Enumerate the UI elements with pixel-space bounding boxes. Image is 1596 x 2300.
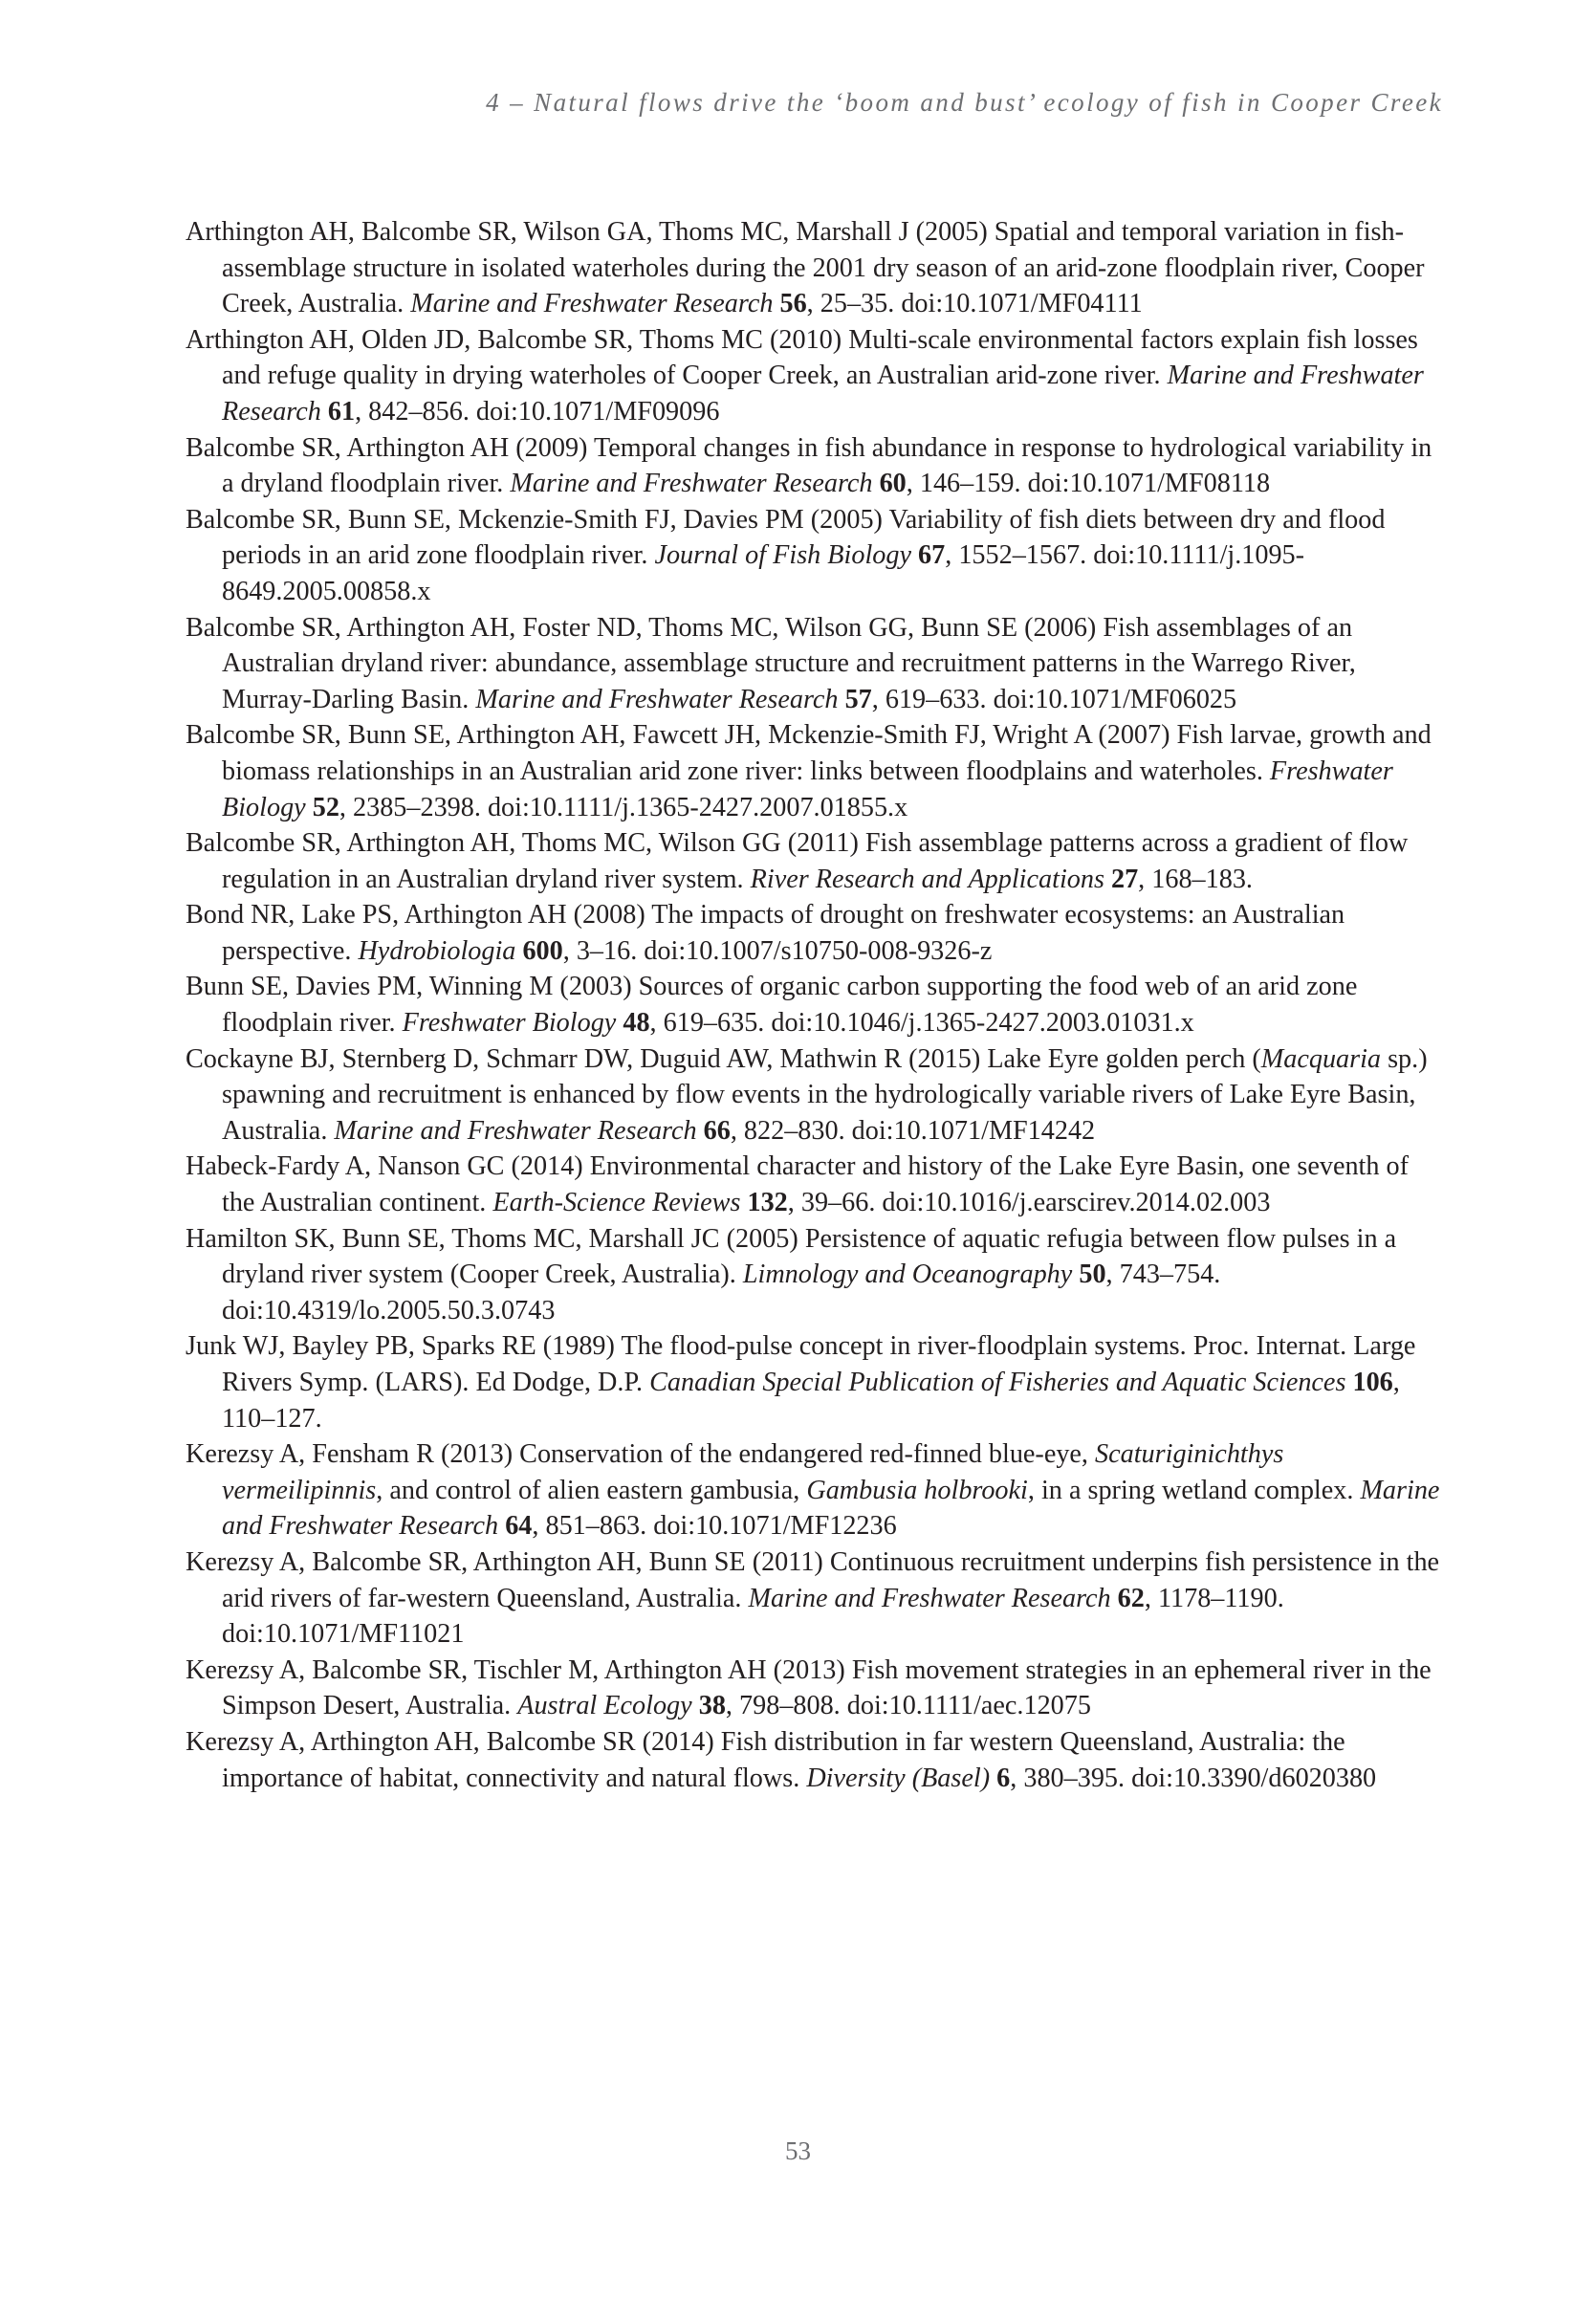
reference-entry: Kerezsy A, Balcombe SR, Arthington AH, Bunn SE (2011) Continuous recruitment underpins fish persistence in the arid rivers of far-western Queensland, Australia. Marine and Freshwater Research 62, 1178–1190. doi:10.1071/MF11021 [186, 1546, 1440, 1650]
reference-entry: Junk WJ, Bayley PB, Sparks RE (1989) The flood-pulse concept in river-floodplain systems. Proc. Internat. Large Rivers Symp. (LARS). Ed Dodge, D.P. Canadian Special Publication of Fisheries and Aquatic Sciences 106, 110–127. [186, 1331, 1416, 1434]
reference-entry: Arthington AH, Balcombe SR, Wilson GA, Thoms MC, Marshall J (2005) Spatial and temporal variation in fish-assemblage structure in isolated waterholes during the 2001 dry season of an arid-zone floodplain river, Cooper Creek, Australia. Marine and Freshwater Research 56, 25–35. doi:10.1071/MF04111 [186, 217, 1425, 319]
reference-entry: Arthington AH, Olden JD, Balcombe SR, Thoms MC (2010) Multi-scale environmental factors explain fish losses and refuge quality in drying waterholes of Cooper Creek, an Australian arid-zone river. Marine and Freshwater Research 61, 842–856. doi:10.1071/MF09096 [186, 324, 1424, 427]
reference-entry: Kerezsy A, Fensham R (2013) Conservation of the endangered red-finned blue-eye, Scaturiginichthys vermeilipinnis, and control of alien eastern gambusia, Gambusia holbrooki, in a spring wetland complex. Marine and Freshwater Research 64, 851–863. doi:10.1071/MF12236 [186, 1439, 1440, 1542]
running-header: 4 – Natural flows drive the ‘boom and bust’ ecology of fish in Cooper Creek [486, 88, 1443, 117]
reference-entry: Bond NR, Lake PS, Arthington AH (2008) The impacts of drought on freshwater ecosystems: an Australian perspective. Hydrobiologia 600, 3–16. doi:10.1007/s10750-008-9326-z [186, 900, 1345, 966]
reference-entry: Balcombe SR, Arthington AH, Thoms MC, Wilson GG (2011) Fish assemblage patterns across a gradient of flow regulation in an Australian dryland river system. River Research and Applications 27, 168–183. [186, 828, 1409, 894]
reference-entry: Balcombe SR, Arthington AH (2009) Temporal changes in fish abundance in response to hydrological variability in a dryland floodplain river. Marine and Freshwater Research 60, 146–159. doi:10.1071/MF08118 [186, 432, 1432, 499]
page-number: 53 [785, 2136, 811, 2165]
reference-entry: Habeck-Fardy A, Nanson GC (2014) Environmental character and history of the Lake Eyre Basin, one seventh of the Australian continent. Earth-Science Reviews 132, 39–66. doi:10.1016/j.earscirev.2014.02.003 [186, 1151, 1410, 1218]
reference-entry: Bunn SE, Davies PM, Winning M (2003) Sources of organic carbon supporting the food web of an arid zone floodplain river. Freshwater Biology 48, 619–635. doi:10.1046/j.1365-2427.2003.01031.x [186, 972, 1358, 1039]
reference-entry: Kerezsy A, Arthington AH, Balcombe SR (2014) Fish distribution in far western Queensland, Australia: the importance of habitat, connectivity and natural flows. Diversity (Basel) 6, 380–395. doi:10.3390/d6020380 [186, 1726, 1377, 1793]
reference-entry: Balcombe SR, Arthington AH, Foster ND, Thoms MC, Wilson GG, Bunn SE (2006) Fish assemblages of an Australian dryland river: abundance, assemblage structure and recruitment patterns in the Warrego River, Murray-Darling Basin. Marine and Freshwater Research 57, 619–633. doi:10.1071/MF06025 [186, 612, 1356, 714]
reference-entry: Cockayne BJ, Sternberg D, Schmarr DW, Duguid AW, Mathwin R (2015) Lake Eyre golden perch (Macquaria sp.) spawning and recruitment is enhanced by flow events in the hydrologically variable rivers of Lake Eyre Basin, Australia. Marine and Freshwater Research 66, 822–830. doi:10.1071/MF14242 [186, 1043, 1428, 1146]
reference-list [186, 214, 1440, 1796]
reference-entry: Kerezsy A, Balcombe SR, Tischler M, Arthington AH (2013) Fish movement strategies in an ephemeral river in the Simpson Desert, Australia. Austral Ecology 38, 798–808. doi:10.1111/aec.12075 [186, 1654, 1432, 1721]
reference-entry: Balcombe SR, Bunn SE, Mckenzie-Smith FJ, Davies PM (2005) Variability of fish diets between dry and flood periods in an arid zone floodplain river. Journal of Fish Biology 67, 1552–1567. doi:10.1111/j.1095-8649.2005.00858.x [186, 504, 1386, 606]
reference-entry: Hamilton SK, Bunn SE, Thoms MC, Marshall JC (2005) Persistence of aquatic refugia between flow pulses in a dryland river system (Cooper Creek, Australia). Limnology and Oceanography 50, 743–754. doi:10.4319/lo.2005.50.3.0743 [186, 1223, 1397, 1325]
reference-entry: Balcombe SR, Bunn SE, Arthington AH, Fawcett JH, Mckenzie-Smith FJ, Wright A (2007) Fish larvae, growth and biomass relationships in an Australian arid zone river: links between floodplains and waterholes. Freshwater Biology 52, 2385–2398. doi:10.1111/j.1365-2427.2007.01855.x [186, 720, 1432, 822]
